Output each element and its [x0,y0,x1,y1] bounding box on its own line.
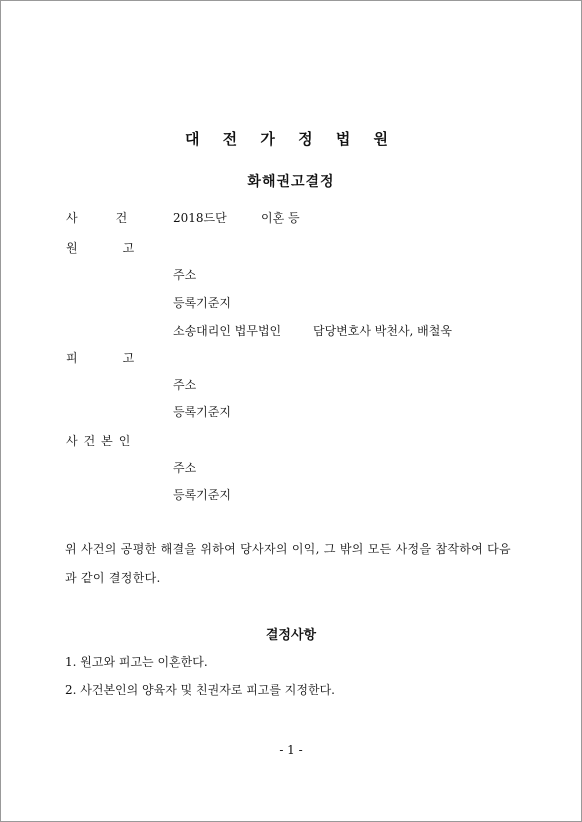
document-title: 화해권고결정 [247,174,335,190]
defendant-label: 피고 [66,351,180,365]
court-name: 대 전 가 정 법 원 [184,130,398,148]
plaintiff-label: 원고 [66,241,180,255]
decision-item-1: 1. 원고와 피고는 이혼한다. [65,655,208,669]
case-label: 사건 [66,211,166,225]
plaintiff-counsel-attorneys: 담당변호사 박천사, 배철욱 [313,324,452,338]
body-paragraph-line-1: 위 사건의 공평한 해결을 위하여 당사자의 이익, 그 밖의 모든 사정을 참작하여 다음 [65,542,511,556]
plaintiff-registry-label: 등록기준지 [173,296,231,310]
principal-registry-label: 등록기준지 [173,488,231,502]
decision-heading: 결정사항 [265,628,317,643]
page-number: - 1 - [279,743,303,757]
body-paragraph-line-2: 과 같이 결정한다. [65,571,161,585]
principal-label: 사건본인 [66,434,137,448]
decision-item-2: 2. 사건본인의 양육자 및 친권자로 피고를 지정한다. [65,683,335,697]
principal-address-label: 주소 [173,461,197,475]
plaintiff-address-label: 주소 [173,268,197,282]
plaintiff-counsel-label: 소송대리인 법무법인 [173,324,282,338]
defendant-registry-label: 등록기준지 [173,405,231,419]
case-name: 이혼 등 [261,211,300,225]
defendant-address-label: 주소 [173,378,197,392]
case-number: 2018드단 [173,211,227,225]
